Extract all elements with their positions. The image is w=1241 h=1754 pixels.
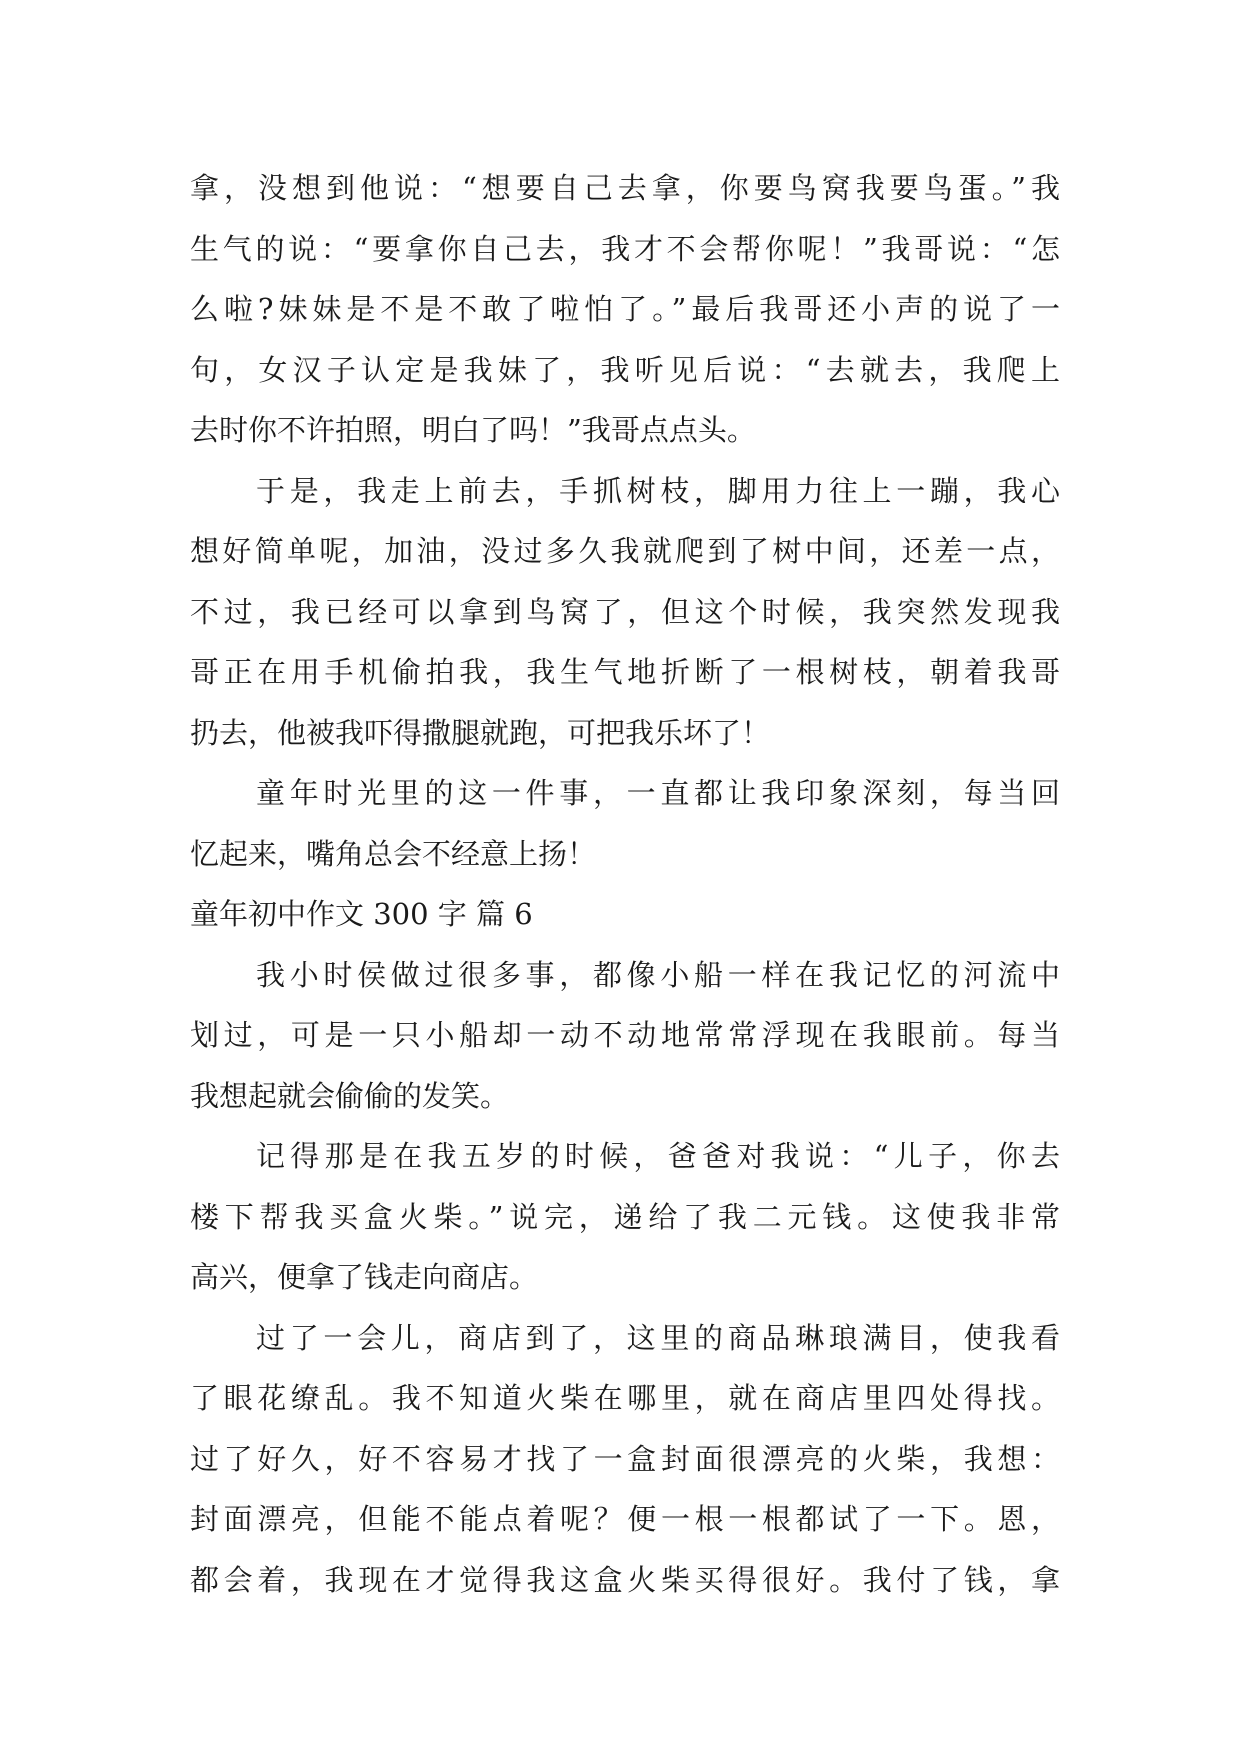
text-line: 生气的说：“要拿你自己去，我才不会帮你呢！”我哥说：“怎 [190,231,1060,266]
paragraph [190,763,1060,884]
document-body [190,158,1060,1610]
paragraph [190,1308,1060,1611]
text-line: 过了好久，好不容易才找了一盒封面很漂亮的火柴，我想： [190,1441,1060,1476]
paragraph [190,158,1060,461]
paragraph [190,945,1060,1127]
text-line: 于是，我走上前去，手抓树枝，脚用力往上一蹦，我心 [256,473,1060,508]
text-line: 记得那是在我五岁的时候，爸爸对我说：“儿子，你去 [256,1139,1060,1173]
text-line: 都会着，我现在才觉得我这盒火柴买得很好。我付了钱，拿 [190,1562,1060,1597]
text-line: 我小时侯做过很多事，都像小船一样在我记忆的河流中 [256,957,1060,992]
text-line: 忆起来，嘴角总会不经意上扬！ [190,836,597,871]
text-line: 封面漂亮，但能不能点着呢？便一根一根都试了一下。恩， [190,1502,1060,1536]
text-line: 句，女汉子认定是我妹了，我听见后说：“去就去，我爬上 [190,352,1060,387]
text-line: 过了一会儿，商店到了，这里的商品琳琅满目，使我看 [256,1320,1060,1355]
text-line: 童年时光里的这一件事，一直都让我印象深刻，每当回 [256,776,1060,810]
text-line: 高兴，便拿了钱走向商店。 [190,1260,539,1294]
text-line: 去时你不许拍照，明白了吗！”我哥点点头。 [190,413,756,447]
text-line: 楼下帮我买盒火柴。”说完，递给了我二元钱。这使我非常 [190,1199,1060,1234]
text-line: 划过，可是一只小船却一动不动地常常浮现在我眼前。每当 [190,1018,1060,1052]
text-line: 不过，我已经可以拿到鸟窝了，但这个时候，我突然发现我 [190,594,1060,629]
paragraph [190,461,1060,764]
text-line: 想好简单呢，加油，没过多久我就爬到了树中间，还差一点， [190,534,1060,568]
text-line: 拿，没想到他说：“想要自己去拿，你要鸟窝我要鸟蛋。”我 [190,171,1060,205]
paragraph [190,1126,1060,1308]
text-line: 扔去，他被我吓得撒腿就跑，可把我乐坏了！ [190,715,771,750]
text-line: 了眼花缭乱。我不知道火柴在哪里，就在商店里四处得找。 [190,1381,1060,1415]
text-line: 哥正在用手机偷拍我，我生气地折断了一根树枝，朝着我哥 [190,655,1060,689]
section-heading: 童年初中作文 300 字 篇 6 [190,897,533,931]
text-line: 我想起就会偷偷的发笑。 [190,1078,510,1113]
text-line: 么啦?妹妹是不是不敢了啦怕了。”最后我哥还小声的说了一 [190,292,1060,326]
